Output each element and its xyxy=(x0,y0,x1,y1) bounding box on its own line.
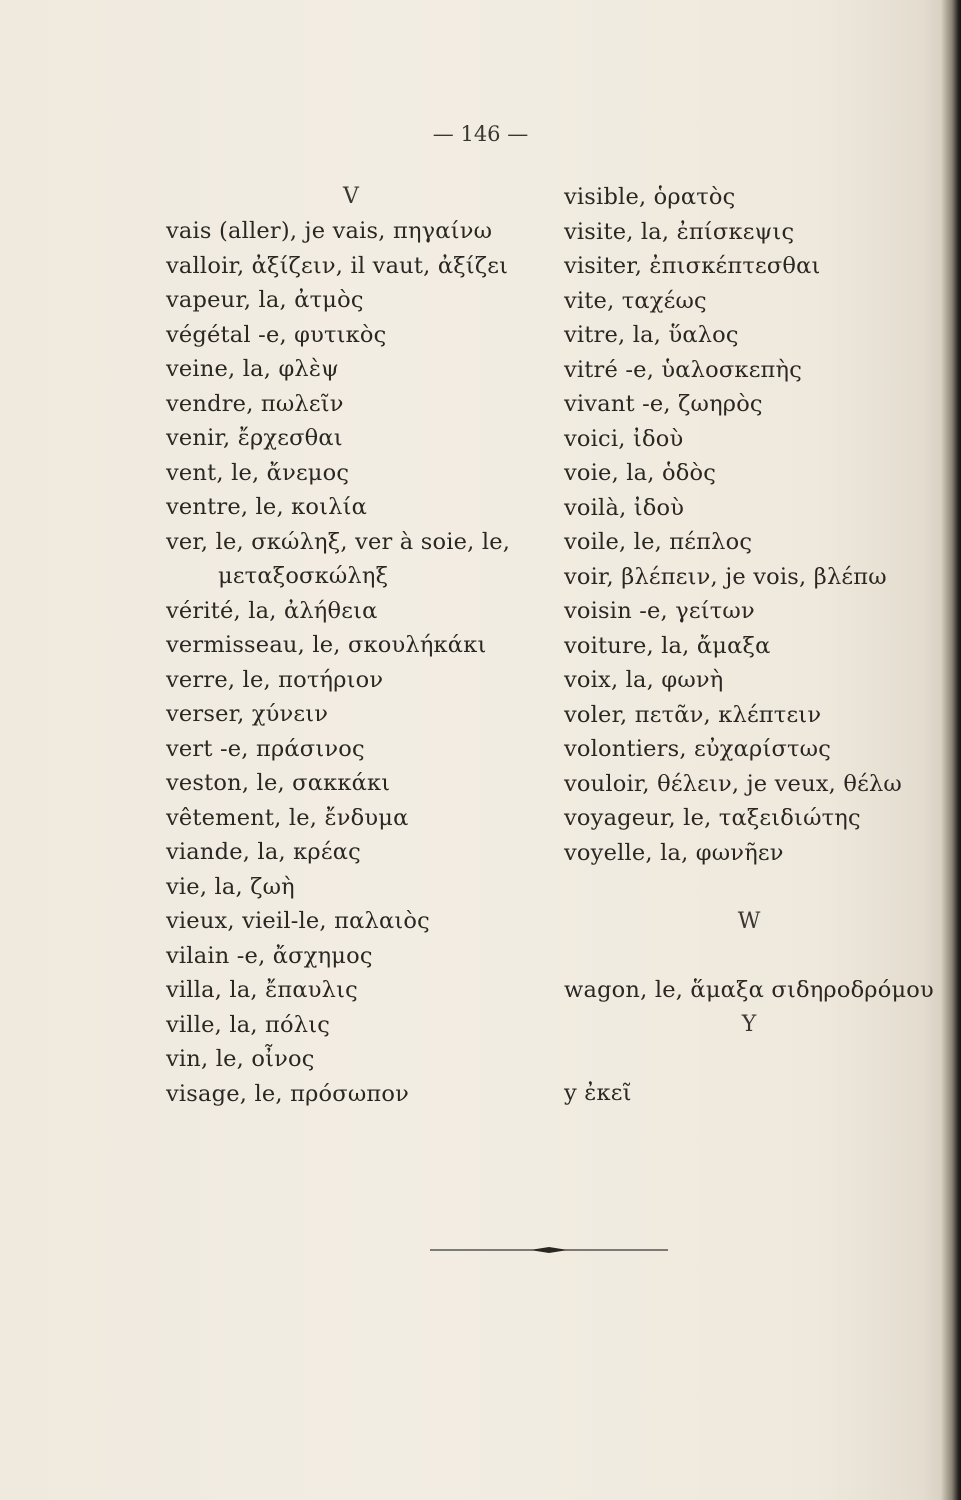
book-spine xyxy=(941,0,961,1500)
section-letter-y: Y xyxy=(741,1011,757,1037)
dictionary-entry: venir, ἔρχεσθαι xyxy=(166,425,343,451)
dictionary-entry: ver, le, σκώληξ, ver à soie, le, xyxy=(166,528,511,555)
dictionary-entry: voir, βλέπειν, je vois, βλέπω xyxy=(564,563,887,590)
dictionary-entry: voisin -e, γείτων xyxy=(564,598,755,624)
dictionary-entry: voile, le, πέπλος xyxy=(564,529,753,555)
dictionary-entry: vérité, la, ἀλήθεια xyxy=(166,597,378,624)
dictionary-entry: wagon, le, ἅμαξα σιδηροδρόμου xyxy=(564,977,934,1003)
dictionary-entry: vilain -e, ἄσχημος xyxy=(166,942,373,969)
dictionary-entry: vitré -e, ὑαλοσκεπὴς xyxy=(564,356,803,383)
dictionary-entry: veston, le, σακκάκι xyxy=(166,770,391,796)
dictionary-entry: vin, le, οἶνος xyxy=(166,1046,315,1072)
dictionary-entry: vert -e, πράσινος xyxy=(166,735,365,762)
dictionary-entry: voiture, la, ἄμαξα xyxy=(564,632,771,659)
section-letter-v: V xyxy=(343,184,359,209)
dictionary-entry: végétal -e, φυτικὸς xyxy=(166,321,387,348)
dictionary-entry: volontiers, εὐχαρίστως xyxy=(564,736,832,762)
dictionary-entry: voilà, ἰδοὺ xyxy=(564,494,685,521)
dictionary-entry: vais (aller), je vais, πηγαίνω xyxy=(166,218,493,244)
dictionary-entry: vie, la, ζωὴ xyxy=(166,873,295,900)
spacer xyxy=(564,1042,944,1077)
dictionary-entry: voie, la, ὁδὸς xyxy=(564,460,717,486)
dictionary-entry: voici, ἰδοὺ xyxy=(564,425,684,452)
dictionary-entry: verser, χύνειν xyxy=(166,701,329,727)
dictionary-entry: vêtement, le, ἔνδυμα xyxy=(166,804,409,831)
section-letter-w: W xyxy=(737,908,761,934)
dictionary-entry: visage, le, πρόσωπον xyxy=(166,1080,409,1107)
end-ornament-rule xyxy=(430,1245,668,1255)
dictionary-entry: vapeur, la, ἀτμὸς xyxy=(166,287,364,313)
dictionary-entry: verre, le, ποτήριον xyxy=(166,666,384,693)
left-column xyxy=(166,180,546,1111)
right-column xyxy=(564,180,944,1111)
dictionary-entry: vieux, vieil-le, παλαιὸς xyxy=(166,908,430,934)
dictionary-entry: vermisseau, le, σκουλήκάκι xyxy=(166,632,487,658)
dictionary-entry: vivant -e, ζωηρὸς xyxy=(564,391,763,417)
dictionary-entry: voyageur, le, ταξειδιώτης xyxy=(564,805,861,831)
dictionary-entry: veine, la, φλὲψ xyxy=(166,356,339,382)
dictionary-entry: voix, la, φωνὴ xyxy=(564,667,724,693)
dictionary-entry: voyelle, la, φωνῆεν xyxy=(564,839,784,866)
dictionary-entry: ville, la, πόλις xyxy=(166,1011,331,1038)
dictionary-entry: ventre, le, κοιλία xyxy=(166,494,368,520)
dictionary-entry: vitre, la, ὕαλος xyxy=(564,322,739,348)
spacer xyxy=(564,870,944,905)
dictionary-entry: visible, ὁρατὸς xyxy=(564,184,736,210)
dictionary-entry: visiter, ἐπισκέπτεσθαι xyxy=(564,253,821,279)
dictionary-entry: y ἐκεῖ xyxy=(564,1080,632,1106)
dictionary-entry: vendre, πωλεῖν xyxy=(166,390,344,417)
spacer xyxy=(564,939,944,974)
dictionary-entry: vent, le, ἄνεμος xyxy=(166,459,350,486)
dictionary-entry: vouloir, θέλειν, je veux, θέλω xyxy=(564,770,902,797)
dictionary-entry: villa, la, ἔπαυλις xyxy=(166,977,358,1003)
dictionary-entry-continuation: μεταξοσκώληξ xyxy=(218,563,389,589)
dictionary-entry: voler, πετᾶν, κλέπτειν xyxy=(564,701,822,728)
page-number: — 146 — xyxy=(432,122,529,146)
dictionary-entry: vite, ταχέως xyxy=(564,287,707,314)
dictionary-entry: valloir, ἀξίζειν, il vaut, ἀξίζει xyxy=(166,252,509,279)
dictionary-entry: viande, la, κρέας xyxy=(166,839,361,865)
dictionary-entry: visite, la, ἐπίσκεψις xyxy=(564,218,795,245)
